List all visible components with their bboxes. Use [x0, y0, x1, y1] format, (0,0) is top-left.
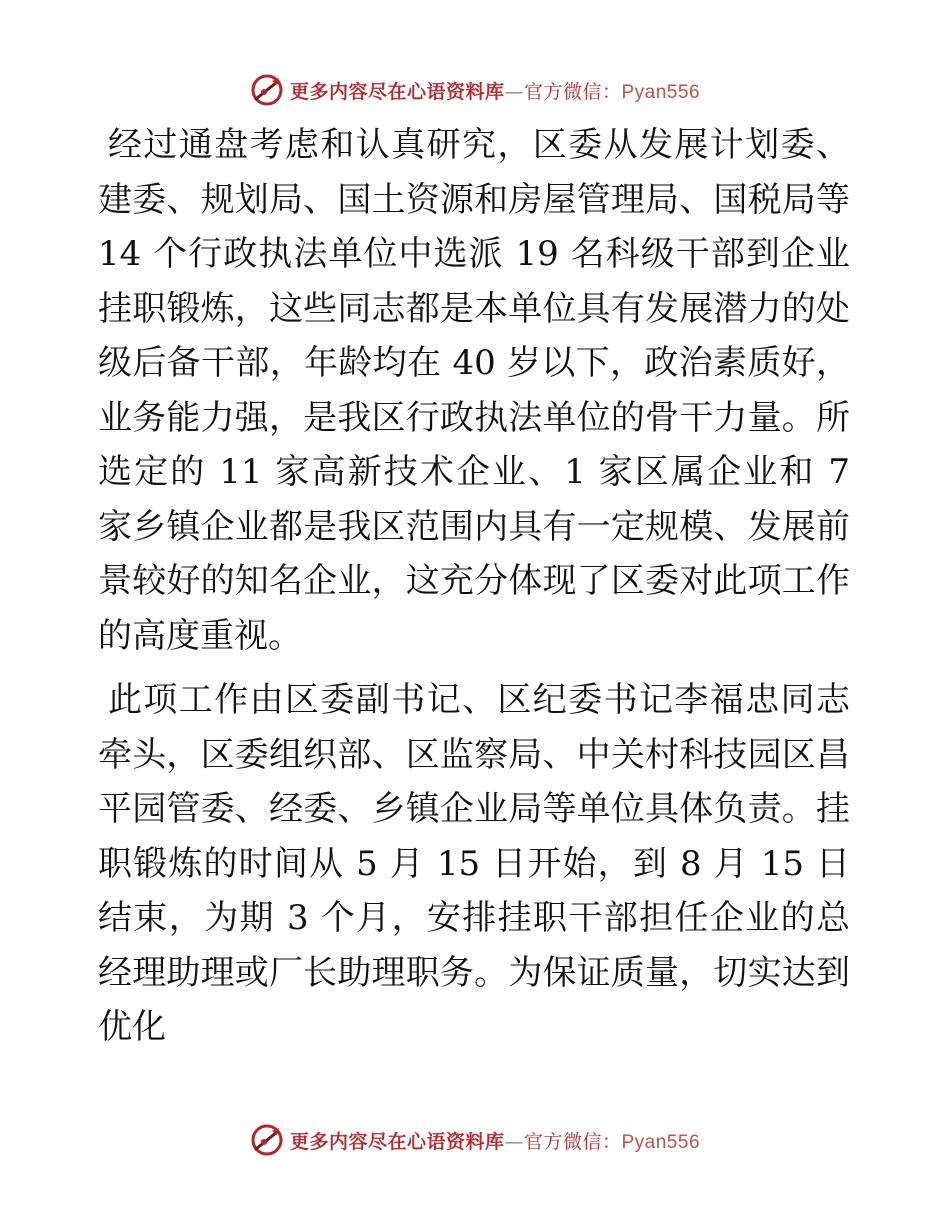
- footer-banner-text: [290, 1127, 700, 1154]
- paragraph-2: 此项工作由区委副书记、区纪委书记李福忠同志牵头，区委组织部、区监察局、中关村科技园区昌平园管委、经委、乡镇企业局等单位具体负责。挂职锻炼的时间从 5 月 15 日开始，到 8 月 15 日结束，为期 3 个月，安排挂职干部担任企业的总经理助理或厂长助理职务。为保证质量，切实达到优化: [98, 680, 850, 1047]
- header-separator: —: [504, 80, 524, 103]
- pen-circle-logo-icon: [250, 1123, 284, 1157]
- footer-wechat-label: 官方微信：: [523, 1130, 622, 1153]
- header-brand-text: 更多内容尽在心语资料库: [289, 80, 505, 103]
- header-account: Pyan556: [621, 81, 701, 103]
- pen-circle-logo-icon: [250, 73, 284, 107]
- header-banner-text: [290, 77, 700, 104]
- footer-brand-text: 更多内容尽在心语资料库: [289, 1130, 505, 1153]
- footer-separator: —: [504, 1130, 524, 1153]
- document-body: [98, 118, 850, 1055]
- header-wechat-label: 官方微信：: [523, 80, 622, 103]
- footer-account: Pyan556: [621, 1131, 701, 1153]
- header-banner: [0, 70, 950, 110]
- paragraph-1: 经过通盘考虑和认真研究，区委从发展计划委、建委、规划局、国土资源和房屋管理局、国税局等 14 个行政执法单位中选派 19 名科级干部到企业挂职锻炼，这些同志都是本单位具有发展潜力的处级后备干部，年龄均在 40 岁以下，政治素质好，业务能力强，是我区行政执法单位的骨干力量。所选定的 11 家高新技术企业、1 家区属企业和 7 家乡镇企业都是我区范围内具有一定规模、发展前景较好的知名企业，这充分体现了区委对此项工作的高度重视。: [98, 125, 850, 656]
- footer-banner: [0, 1120, 950, 1160]
